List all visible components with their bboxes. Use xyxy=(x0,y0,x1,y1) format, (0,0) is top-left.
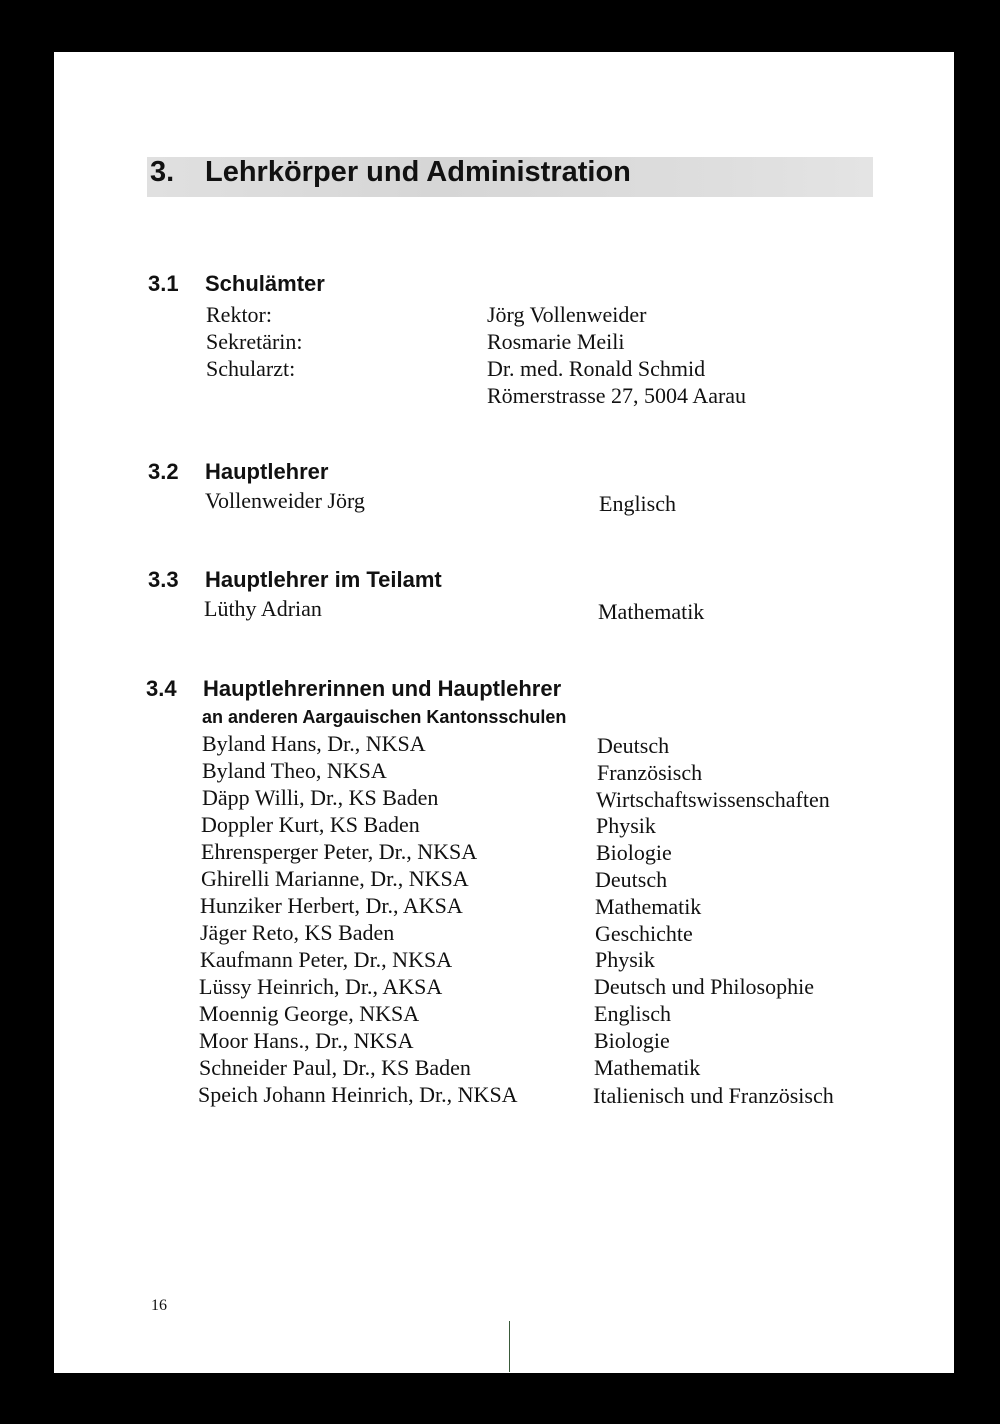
section-heading-3-1 xyxy=(148,271,325,297)
section-title: Hauptlehrer im Teilamt xyxy=(205,567,442,592)
section-heading-3-4 xyxy=(146,676,561,702)
teacher-name: Lüssy Heinrich, Dr., AKSA xyxy=(199,974,443,999)
section-heading-3-3 xyxy=(148,567,442,593)
section-subtitle: an anderen Aargauischen Kantonsschulen xyxy=(202,707,567,727)
teacher-subject: Italienisch und Französisch xyxy=(593,1083,834,1108)
teacher-subject: Mathematik xyxy=(595,894,702,919)
chapter-title-text: Lehrkörper und Administration xyxy=(205,156,631,188)
chapter-number: 3. xyxy=(150,156,175,188)
office-role: Schularzt: xyxy=(206,356,296,381)
office-role: Rektor: xyxy=(206,302,272,327)
teacher-name: Kaufmann Peter, Dr., NKSA xyxy=(200,947,453,972)
teacher-subject: Physik xyxy=(596,813,656,838)
teacher-name: Ehrensperger Peter, Dr., NKSA xyxy=(201,839,478,864)
teacher-name: Byland Hans, Dr., NKSA xyxy=(202,731,426,756)
teacher-subject: Mathematik xyxy=(598,599,705,624)
teacher-name: Vollenweider Jörg xyxy=(205,488,365,513)
section-title: Hauptlehrerinnen und Hauptlehrer xyxy=(203,676,562,701)
teacher-name: Doppler Kurt, KS Baden xyxy=(201,812,420,837)
teacher-name: Byland Theo, NKSA xyxy=(202,758,387,783)
office-holder: Rosmarie Meili xyxy=(487,329,625,354)
section-number: 3.4 xyxy=(146,676,177,701)
teacher-subject: Englisch xyxy=(594,1001,671,1026)
teacher-subject: Wirtschaftswissenschaften xyxy=(596,787,830,812)
teacher-subject: Geschichte xyxy=(595,921,693,946)
chapter-title xyxy=(150,156,631,189)
office-address: Römerstrasse 27, 5004 Aarau xyxy=(487,383,747,408)
section-number: 3.3 xyxy=(148,567,179,592)
page-number: 16 xyxy=(151,1297,167,1314)
office-role: Sekretärin: xyxy=(206,329,303,354)
teacher-subject: Physik xyxy=(595,947,655,972)
teacher-subject: Deutsch xyxy=(597,733,670,758)
teacher-name: Moor Hans., Dr., NKSA xyxy=(199,1028,414,1053)
teacher-name: Speich Johann Heinrich, Dr., NKSA xyxy=(198,1082,518,1107)
teacher-subject: Biologie xyxy=(594,1028,670,1053)
teacher-subject: Englisch xyxy=(599,491,676,516)
section-title: Schulämter xyxy=(205,271,325,296)
teacher-name: Lüthy Adrian xyxy=(204,596,322,621)
teacher-subject: Französisch xyxy=(597,760,703,785)
teacher-subject: Mathematik xyxy=(594,1055,701,1080)
teacher-name: Ghirelli Marianne, Dr., NKSA xyxy=(201,866,469,891)
office-holder: Dr. med. Ronald Schmid xyxy=(487,356,706,381)
teacher-name: Moennig George, NKSA xyxy=(199,1001,420,1026)
section-number: 3.1 xyxy=(148,271,179,296)
teacher-name: Schneider Paul, Dr., KS Baden xyxy=(199,1055,471,1080)
section-number: 3.2 xyxy=(148,459,179,484)
section-title: Hauptlehrer xyxy=(205,459,329,484)
section-heading-3-2 xyxy=(148,459,328,485)
teacher-name: Däpp Willi, Dr., KS Baden xyxy=(202,785,439,810)
document-page xyxy=(54,52,954,1373)
teacher-name: Jäger Reto, KS Baden xyxy=(200,920,395,945)
binding-edge-line xyxy=(509,1321,510,1372)
teacher-subject: Deutsch und Philosophie xyxy=(594,974,814,999)
office-holder: Jörg Vollenweider xyxy=(487,302,647,327)
teacher-name: Hunziker Herbert, Dr., AKSA xyxy=(200,893,463,918)
teacher-subject: Deutsch xyxy=(595,867,668,892)
teacher-subject: Biologie xyxy=(596,840,672,865)
